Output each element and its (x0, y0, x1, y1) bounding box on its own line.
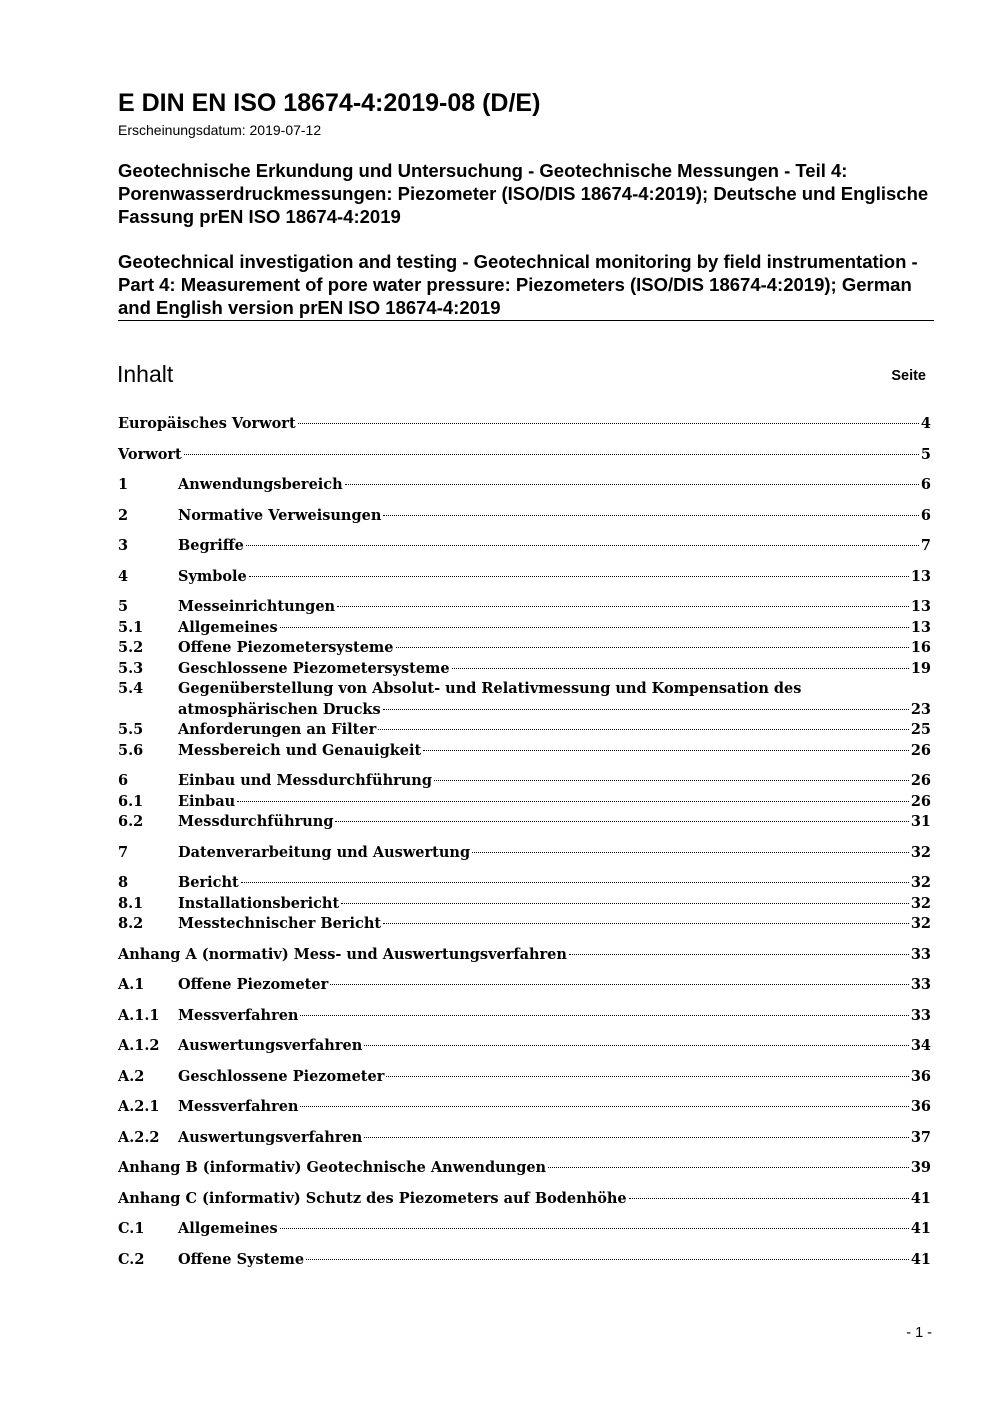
toc-entry[interactable] (118, 1036, 931, 1057)
page-number: - 1 - (906, 1325, 932, 1341)
toc-entry-page: 41 (910, 1250, 931, 1268)
toc-entry[interactable] (118, 536, 931, 557)
toc-entry-label: Messtechnischer Bericht (178, 915, 382, 932)
toc-entry-label: Anhang B (informativ) Geotechnische Anwendungen (118, 1159, 547, 1176)
toc-entry-number: C.2 (118, 1250, 145, 1268)
publication-date: Erscheinungsdatum: 2019-07-12 (118, 122, 322, 138)
toc-entry-label: Einbau (178, 792, 236, 810)
toc-entry[interactable] (118, 741, 931, 762)
toc-heading: Inhalt (117, 361, 174, 387)
toc-entry[interactable] (118, 659, 931, 680)
toc-entry-label: Datenverarbeitung und Auswertung (178, 843, 471, 861)
toc-entry-number: 8.1 (118, 894, 144, 912)
toc-entry-page: 16 (910, 639, 931, 656)
toc-entry-label: Messverfahren (178, 1006, 299, 1024)
toc-entry-page: 32 (910, 843, 931, 861)
toc-entry-label: Anforderungen an Filter (178, 721, 377, 738)
title-english: Geotechnical investigation and testing - Geotechnical monitoring by field instrumentation - Part 4: Measurement of pore water pressure: Piezometers (ISO/DIS 18674-4:2019); German and English version prEN ISO 18674-4:2019 (118, 251, 918, 318)
toc-entry-number: 1 (118, 476, 129, 493)
toc-leader-dots (330, 984, 909, 985)
toc-leader-dots (396, 647, 909, 648)
toc-entry-label-continued: atmosphärischen Drucks (178, 700, 381, 718)
toc-entry-page: 33 (910, 976, 931, 993)
toc-entry-label: Messverfahren (178, 1098, 299, 1115)
toc-entry[interactable] (118, 1128, 931, 1149)
toc-entry-number: 6.2 (118, 813, 144, 830)
toc-entry-label: Symbole (178, 567, 247, 585)
toc-entry-label: Einbau und Messdurchführung (178, 772, 432, 789)
toc-leader-dots (280, 627, 909, 628)
toc-leader-dots (300, 1106, 908, 1107)
title-german: Geotechnische Erkundung und Untersuchung - Geotechnische Messungen - Teil 4: Porenwasserdruckmessungen: Piezometer (ISO/DIS 18674-4:2019); Deutsche und Englische Fassung prEN ISO 18674-4:2019 (118, 160, 929, 227)
toc-entry[interactable] (118, 1189, 931, 1210)
toc-entry-number: 8 (118, 874, 129, 891)
toc-leader-dots (383, 515, 919, 516)
toc-entry-page: 34 (910, 1037, 931, 1054)
document-id: E DIN EN ISO 18674-4:2019-08 (D/E) (118, 89, 541, 117)
toc-entry-label: Messbereich und Genauigkeit (178, 741, 422, 759)
toc-leader-dots (306, 1259, 909, 1260)
toc-entry-number: 7 (118, 843, 129, 861)
toc-entry-page: 7 (920, 537, 931, 554)
toc-entry-page: 32 (910, 874, 931, 891)
toc-leader-dots (280, 1228, 909, 1229)
toc-leader-dots (345, 484, 919, 485)
toc-page-column-label: Seite (891, 368, 926, 384)
toc-entry-page: 32 (910, 894, 931, 912)
title-divider (118, 320, 934, 321)
toc-entry[interactable] (118, 1158, 931, 1179)
toc-entry-page: 31 (910, 813, 931, 830)
toc-entry-label: Gegenüberstellung von Absolut- und Relativmessung und Kompensation des (178, 680, 802, 697)
toc-entry[interactable] (118, 812, 931, 833)
toc-leader-dots (249, 576, 909, 577)
toc-leader-dots (423, 750, 909, 751)
toc-leader-dots (569, 954, 909, 955)
toc-entry-page: 36 (910, 1098, 931, 1115)
toc-entry-number: 5.4 (118, 680, 144, 697)
toc-entry[interactable] (118, 597, 931, 618)
toc-entry-page: 6 (920, 476, 931, 493)
toc-entry-label: Offene Piezometer (178, 976, 329, 993)
toc-entry-page: 41 (910, 1220, 931, 1237)
toc-leader-dots (548, 1167, 909, 1168)
toc-leader-dots (364, 1045, 909, 1046)
toc-entry-number: 5.2 (118, 639, 144, 656)
toc-leader-dots (386, 1076, 908, 1077)
toc-leader-dots (378, 729, 909, 730)
toc-entry[interactable] (118, 445, 931, 466)
toc-entry-number: 2 (118, 506, 129, 524)
toc-entry-number: 6 (118, 772, 129, 789)
toc-entry-label: Messeinrichtungen (178, 598, 336, 615)
toc-entry-page: 26 (910, 772, 931, 789)
toc-entry-label: Anwendungsbereich (178, 476, 343, 493)
toc-entry-page: 33 (910, 945, 931, 963)
toc-entry[interactable] (118, 638, 931, 659)
toc-entry[interactable] (118, 1067, 931, 1088)
toc-entry[interactable] (118, 1250, 931, 1271)
toc-entry-number: 5.5 (118, 721, 144, 738)
toc-entry[interactable] (118, 720, 931, 741)
toc-leader-dots (434, 780, 909, 781)
toc-entry-number: A.1.2 (118, 1037, 160, 1054)
toc-entry[interactable] (118, 414, 931, 435)
toc-entry-number: A.1 (118, 976, 145, 993)
toc-leader-dots (246, 545, 919, 546)
toc-entry-label: Allgemeines (178, 1220, 278, 1237)
toc-entry[interactable] (118, 914, 931, 935)
toc-entry-number: C.1 (118, 1220, 145, 1237)
toc-entry-label: Geschlossene Piezometersysteme (178, 659, 450, 677)
toc-entry[interactable] (118, 475, 931, 496)
toc-entry-page: 26 (910, 792, 931, 810)
toc-leader-dots (452, 668, 909, 669)
toc-entry-label: Installationsbericht (178, 894, 340, 912)
toc-entry-page: 39 (910, 1159, 931, 1176)
toc-entry-label: Europäisches Vorwort (118, 415, 296, 432)
toc-leader-dots (335, 821, 908, 822)
toc-entry-page: 6 (920, 506, 931, 524)
toc-entry-page: 37 (910, 1128, 931, 1146)
toc-leader-dots (184, 454, 919, 455)
toc-entry-page: 23 (910, 700, 931, 718)
toc-entry-number: 5 (118, 598, 129, 615)
toc-leader-dots (383, 709, 909, 710)
toc-leader-dots (237, 801, 909, 802)
table-of-contents (118, 414, 931, 1270)
toc-entry-page: 41 (910, 1189, 931, 1207)
toc-entry[interactable] (118, 567, 931, 588)
toc-leader-dots (472, 852, 909, 853)
toc-entry-label: Begriffe (178, 537, 244, 554)
toc-entry[interactable] (118, 1006, 931, 1027)
toc-entry-number: 8.2 (118, 915, 144, 932)
toc-entry[interactable] (118, 618, 931, 639)
toc-entry-page: 13 (910, 567, 931, 585)
toc-entry-page: 25 (910, 721, 931, 738)
toc-leader-dots (241, 882, 909, 883)
toc-entry-label: Messdurchführung (178, 813, 334, 830)
toc-entry-page: 4 (920, 415, 931, 432)
toc-entry[interactable] (118, 873, 931, 894)
toc-entry-page: 19 (910, 659, 931, 677)
toc-entry-page: 33 (910, 1006, 931, 1024)
toc-entry-label: Vorwort (118, 445, 182, 463)
toc-entry-number: 3 (118, 537, 129, 554)
toc-entry[interactable] (118, 679, 931, 720)
toc-entry-label: Anhang A (normativ) Mess- und Auswertungsverfahren (118, 945, 567, 963)
toc-leader-dots (298, 423, 919, 424)
toc-entry-number: 5.1 (118, 618, 144, 636)
toc-entry-number: A.2.1 (118, 1098, 160, 1115)
toc-leader-dots (341, 903, 909, 904)
toc-entry[interactable] (118, 894, 931, 915)
toc-entry[interactable] (118, 1097, 931, 1118)
toc-leader-dots (383, 923, 909, 924)
toc-entry-label: Auswertungsverfahren (178, 1037, 363, 1054)
toc-leader-dots (337, 606, 909, 607)
toc-entry-page: 13 (910, 598, 931, 615)
toc-entry-label: Offene Systeme (178, 1250, 305, 1268)
toc-entry-number: 6.1 (118, 792, 144, 810)
toc-entry-page: 5 (920, 445, 931, 463)
toc-entry-label: Auswertungsverfahren (178, 1128, 363, 1146)
toc-entry-page: 36 (910, 1067, 931, 1085)
toc-entry-number: 4 (118, 567, 129, 585)
toc-entry-label: Allgemeines (178, 618, 278, 636)
toc-entry-page: 13 (910, 618, 931, 636)
toc-leader-dots (300, 1015, 908, 1016)
toc-entry-label: Offene Piezometersysteme (178, 639, 394, 656)
toc-entry-number: 5.3 (118, 659, 144, 677)
toc-leader-dots (629, 1198, 909, 1199)
toc-entry[interactable] (118, 945, 931, 966)
toc-entry[interactable] (118, 843, 931, 864)
toc-leader-dots (364, 1137, 909, 1138)
toc-entry-label: Normative Verweisungen (178, 506, 382, 524)
toc-entry[interactable] (118, 975, 931, 996)
toc-entry-number: A.2 (118, 1067, 145, 1085)
toc-entry-label: Bericht (178, 874, 239, 891)
toc-entry-page: 26 (910, 741, 931, 759)
toc-entry-number: 5.6 (118, 741, 144, 759)
toc-entry[interactable] (118, 506, 931, 527)
toc-entry[interactable] (118, 771, 931, 792)
toc-entry[interactable] (118, 792, 931, 813)
toc-entry-page: 32 (910, 915, 931, 932)
toc-entry-label: Geschlossene Piezometer (178, 1067, 385, 1085)
toc-entry-number: A.2.2 (118, 1128, 160, 1146)
toc-entry-number: A.1.1 (118, 1006, 160, 1024)
toc-entry[interactable] (118, 1219, 931, 1240)
toc-entry-label: Anhang C (informativ) Schutz des Piezometers auf Bodenhöhe (118, 1189, 627, 1207)
